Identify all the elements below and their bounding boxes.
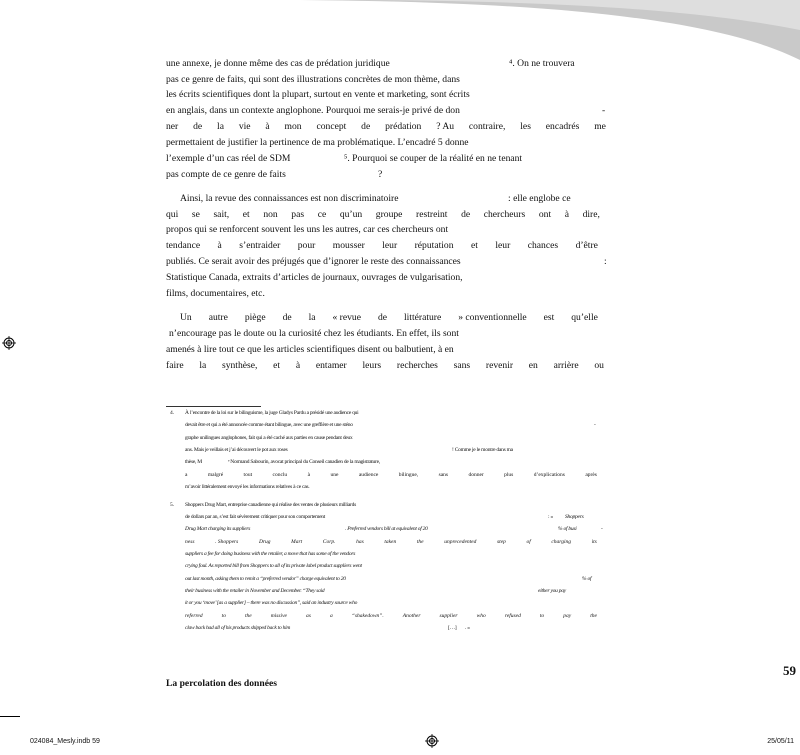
word: referred: [185, 613, 203, 619]
footnote-line: Shoppers: [565, 514, 584, 520]
word: the: [590, 613, 597, 619]
slug-date: 25/05/11: [767, 738, 794, 745]
slug-file-info: 024084_Mesly.indb 59: [30, 738, 100, 745]
word: contraire,: [468, 121, 506, 132]
footnote-line: […]: [448, 625, 457, 631]
footnote-number: 5.: [170, 502, 175, 508]
word: bilingue,: [398, 472, 419, 478]
word: has: [356, 539, 364, 545]
word: faire: [166, 360, 184, 371]
word: tendance: [166, 240, 201, 251]
justified-line: [166, 121, 606, 133]
text-line: permettaient de justifier la pertinence de ma problématique. L’encadré 5 donne: [166, 137, 469, 148]
footnote-line: m’avoir littéralement envoyé les informations relatives à ce cas.: [185, 484, 310, 490]
word: groupe: [375, 209, 403, 220]
footnote-line: either you pay: [538, 588, 566, 594]
footnote-line: ! Comme je le montre dans ma: [452, 447, 513, 453]
word: donner: [468, 472, 484, 478]
word: concept: [316, 121, 347, 132]
word: conclu: [272, 472, 288, 478]
justified-line: [185, 539, 597, 546]
text-line: publiés. Ce serait avoir des préjugés que d’ignorer le reste des connaissances: [166, 256, 461, 267]
footnote-ref-4: ⁴. On ne trouvera: [509, 58, 575, 69]
word: Mart: [291, 539, 303, 545]
word: qu’elle: [571, 312, 598, 323]
word: Drug: [258, 539, 271, 545]
word: recherches: [396, 360, 438, 371]
word: of: [526, 539, 531, 545]
text-line: en anglais, dans un contexte anglophone. Pourquoi me serais-je privé de don: [166, 105, 460, 116]
word: restreint: [416, 209, 448, 220]
word: la: [199, 360, 207, 371]
word: refused: [504, 613, 521, 619]
footnote-line: Shoppers Drug Mart, entreprise canadienne qui réalise des ventes de plusieurs milliards: [185, 502, 356, 508]
hyphen: -: [602, 105, 606, 116]
text-line: Statistique Canada, extraits d’articles de journaux, ouvrages de vulgarisation,: [166, 272, 463, 283]
word: à: [265, 121, 270, 132]
footnote-number: 4.: [170, 410, 175, 416]
crop-mark: [0, 716, 20, 717]
word: ce: [317, 209, 327, 220]
word: who: [476, 613, 486, 619]
footnote-line: out last month, asking them to remit a “preferred vendor” charge equivalent to 20: [185, 576, 346, 582]
word: les: [520, 121, 531, 132]
text-fragment: ?: [378, 169, 383, 180]
word: « revue: [332, 312, 361, 323]
word: its: [591, 539, 597, 545]
word: d’être: [575, 240, 598, 251]
word: to: [221, 613, 226, 619]
word: malgré: [207, 472, 224, 478]
word: la: [217, 121, 224, 132]
word: et: [470, 240, 478, 251]
word: plus: [504, 472, 514, 478]
word: revenir: [485, 360, 514, 371]
word: piège: [244, 312, 266, 323]
word: s’entraider: [239, 240, 281, 251]
word: ness: [185, 539, 195, 545]
word: to: [539, 613, 545, 619]
word: prédation: [385, 121, 422, 132]
word: ou: [594, 360, 604, 371]
word: Un: [180, 312, 192, 323]
justified-line: [166, 209, 600, 221]
word: ner: [166, 121, 179, 132]
word: the: [245, 613, 252, 619]
word: step: [496, 539, 506, 545]
word: de: [193, 121, 203, 132]
word: synthèse,: [221, 360, 258, 371]
word: de: [361, 121, 371, 132]
word: pour: [297, 240, 316, 251]
text-line: les écrits scientifiques dont la plupart, surtout en vente et marketing, sont écrits: [166, 89, 470, 100]
page-number: 59: [783, 663, 796, 678]
footnote-line: devait être et qui a été annoncée comme étant bilingue, avec une greffière et une sténo: [185, 422, 353, 428]
registration-mark-icon: [425, 734, 439, 748]
word: de: [377, 312, 387, 323]
footnote-line: crying foul. As reported bill from Shoppers to all of its private label product suppliers went: [185, 563, 362, 569]
page-corner-shadow: [0, 0, 800, 60]
text-line: une annexe, je donne même des cas de prédation juridique: [166, 58, 390, 69]
word: pay: [563, 613, 572, 619]
text-line: films, documentaires, etc.: [166, 288, 265, 299]
word: dire,: [582, 209, 600, 220]
word: sans: [438, 472, 449, 478]
word: encadrés: [545, 121, 580, 132]
word: sans: [453, 360, 471, 371]
footnote-line: suppliers a fee for doing business with the retailer, a move that has some of the vendors: [185, 551, 356, 557]
footnote-line: it or you ‘move’ [as a supplier] – there was no discussion”, said an industry source who: [185, 600, 358, 606]
word: non: [263, 209, 278, 220]
word: leur: [495, 240, 511, 251]
word: la: [308, 312, 316, 323]
word: ont: [538, 209, 552, 220]
text-line: amenés à lire tout ce que les articles scientifiques disent ou balbutient, à en: [166, 344, 454, 355]
footnote-line: thèse, M: [185, 459, 202, 465]
footnote-line: graphe unilingues anglophones, fait qui a été caché aux parties en cause pendant deux: [185, 435, 353, 441]
footnote-line: % of busi: [558, 526, 577, 532]
word: leur: [382, 240, 398, 251]
word: » conventionnelle: [458, 312, 527, 323]
word: chances: [527, 240, 559, 251]
justified-line: [185, 472, 597, 479]
footnote-rule: [166, 406, 261, 407]
word: Corp.: [322, 539, 336, 545]
word: me: [594, 121, 606, 132]
word: qui: [166, 209, 179, 220]
word: tout: [243, 472, 253, 478]
word: mousser: [332, 240, 365, 251]
word: sait,: [213, 209, 230, 220]
word: d’explications: [533, 472, 565, 478]
word: littérature: [403, 312, 442, 323]
word: the: [416, 539, 424, 545]
word: “shakedown”.: [351, 613, 384, 619]
justified-line: [185, 613, 597, 620]
text-line: pas ce genre de faits, qui sont des illustrations concrètes de mon thème, dans: [166, 74, 460, 85]
word: chercheurs: [483, 209, 526, 220]
word: à: [307, 472, 311, 478]
word: réputation: [414, 240, 454, 251]
word: en: [528, 360, 538, 371]
word: Another: [402, 613, 421, 619]
word: après: [585, 472, 597, 478]
hyphen: -: [601, 526, 603, 532]
footnote-line: . »: [465, 625, 470, 631]
word: à: [564, 209, 569, 220]
word: arrière: [553, 360, 579, 371]
footnote-line: Drug Mart charging its suppliers: [185, 526, 251, 532]
word: audience: [358, 472, 379, 478]
word: mon: [284, 121, 302, 132]
word: de: [461, 209, 471, 220]
registration-mark-icon: [2, 336, 16, 350]
word: missive: [270, 613, 287, 619]
footnote-line: ᵉ Normand Sabourin, avocat principal du Conseil canadien de la magistrature,: [228, 459, 380, 465]
justified-line: [166, 240, 598, 252]
word: autre: [208, 312, 228, 323]
word: taken: [384, 539, 397, 545]
word: se: [191, 209, 200, 220]
justified-line: [166, 360, 604, 372]
footnote-line: de dollars par an, s’est fait sévèrement critiquer pour son comportement: [185, 514, 326, 520]
text-line: n’encourage pas le doute ou la curiosité chez les étudiants. En effet, ils sont: [169, 328, 459, 339]
word: ? Au: [436, 121, 455, 132]
footnote-line: À l’encontre de la loi sur le bilinguisme, la juge Gladys Pardu a présidé une audience qui: [185, 410, 359, 416]
text-line: pas compte de ce genre de faits: [166, 169, 286, 180]
word: qu’un: [339, 209, 363, 220]
word: . Shoppers: [215, 539, 239, 545]
text-fragment: :: [604, 256, 607, 267]
word: as: [306, 613, 311, 619]
footnote-line: : «: [548, 514, 553, 520]
word: entamer: [315, 360, 347, 371]
word: leurs: [362, 360, 382, 371]
footnote-line: . Preferred vendors bill at equivalent of 20: [345, 526, 428, 532]
text-line: propos qui se renforcent souvent les uns les autres, car ces chercheurs ont: [166, 224, 449, 235]
word: pas: [291, 209, 305, 220]
word: a: [329, 613, 333, 619]
word: unprecedented: [444, 539, 477, 545]
word: a: [185, 472, 188, 478]
word: charging: [551, 539, 572, 545]
word: à: [217, 240, 222, 251]
footnote-line: % of: [582, 576, 592, 582]
word: de: [282, 312, 292, 323]
hyphen: -: [594, 422, 596, 428]
word: une: [330, 472, 339, 478]
word: vie: [238, 121, 251, 132]
text-fragment: : elle englobe ce: [508, 193, 571, 204]
text-line: l’exemple d’un cas réel de SDM: [166, 153, 291, 164]
text-line: Ainsi, la revue des connaissances est non discriminatoire: [180, 193, 399, 204]
justified-line: [180, 312, 598, 324]
word: et: [273, 360, 281, 371]
footnote-line: their business with the retailer in November and December. “They said: [185, 588, 325, 594]
word: est: [543, 312, 555, 323]
running-footer: La percolation des données: [166, 678, 277, 689]
word: à: [295, 360, 301, 371]
footnote-line: claw back had all of his products shipped back to him: [185, 625, 291, 631]
footnote-line: ans. Mais je veillais et j’ai découvert le pot aux roses: [185, 447, 288, 453]
word: supplier: [439, 613, 458, 619]
footnote-ref-5: ⁵. Pourquoi se couper de la réalité en ne tenant: [344, 153, 523, 164]
word: et: [242, 209, 250, 220]
